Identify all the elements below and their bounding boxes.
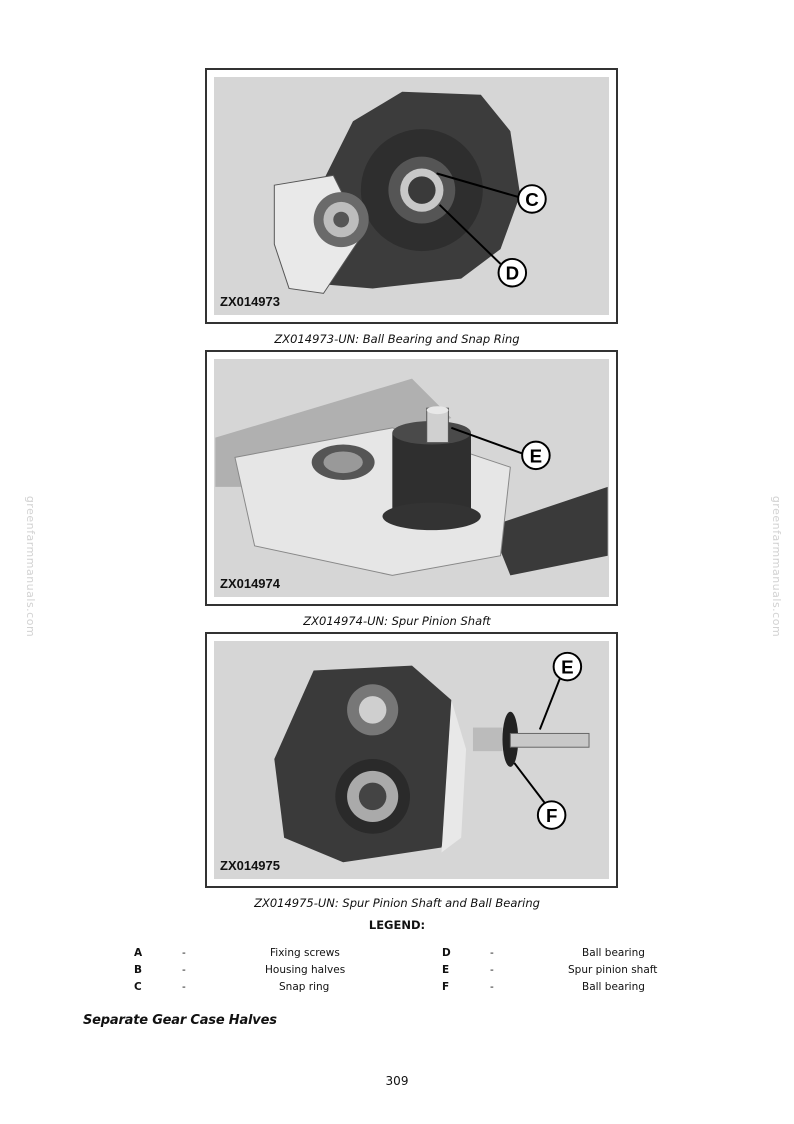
callout-e-leader [540,674,562,729]
figure-ball-bearing-snap-ring [205,68,618,324]
legend-dash: - [182,981,186,993]
legend-dash: - [490,947,494,959]
figure-id: ZX014975 [220,858,280,873]
legend-key: C [134,981,142,993]
section-heading: Separate Gear Case Halves [83,1013,277,1028]
legend-value: Ball bearing [582,947,645,959]
legend-key: E [442,964,450,976]
callout-e-label: E [561,656,574,678]
figure-caption: ZX014975-UN: Spur Pinion Shaft and Ball Bearing [254,896,540,910]
figure-spur-pinion-shaft [205,350,618,606]
figure-spur-pinion-shaft-ball-bearing [205,632,618,888]
page-number: 309 [385,1074,409,1088]
case-and-shaft-illustration [214,641,609,879]
photo-gear-case [214,77,609,315]
legend-value: Housing halves [265,964,346,976]
gear-case-illustration [214,77,609,315]
watermark-left: greenfarmmanuals.com [24,495,38,638]
legend-dash: - [490,964,494,976]
legend-title: LEGEND: [368,918,426,932]
legend-key: B [134,964,143,976]
legend-key: D [442,947,451,959]
photo-case-and-shaft [214,641,609,879]
figure-caption: ZX014974-UN: Spur Pinion Shaft [303,614,491,628]
legend-dash: - [490,981,494,993]
legend-value: Fixing screws [270,947,340,959]
callout-d-label: D [505,262,520,284]
callout-f-label: F [545,804,558,826]
legend-dash: - [182,964,186,976]
legend-row [0,981,794,996]
figure-id: ZX014973 [220,294,280,309]
callout-e-label: E [529,445,543,467]
legend-row [0,964,794,979]
callout-f-leader [514,763,545,804]
legend-key: A [134,947,143,959]
legend-value: Ball bearing [582,981,645,993]
figure-id: ZX014974 [220,576,280,591]
legend-key: F [442,981,450,993]
legend-dash: - [182,947,186,959]
watermark-right: greenfarmmanuals.com [770,495,784,638]
legend-row [0,947,794,962]
photo-housing-shaft [214,359,609,597]
callout-c-label: C [525,188,539,210]
legend-value: Spur pinion shaft [568,964,658,976]
housing-shaft-illustration [214,359,609,597]
figure-caption: ZX014973-UN: Ball Bearing and Snap Ring [274,332,520,346]
legend-value: Snap ring [279,981,330,993]
